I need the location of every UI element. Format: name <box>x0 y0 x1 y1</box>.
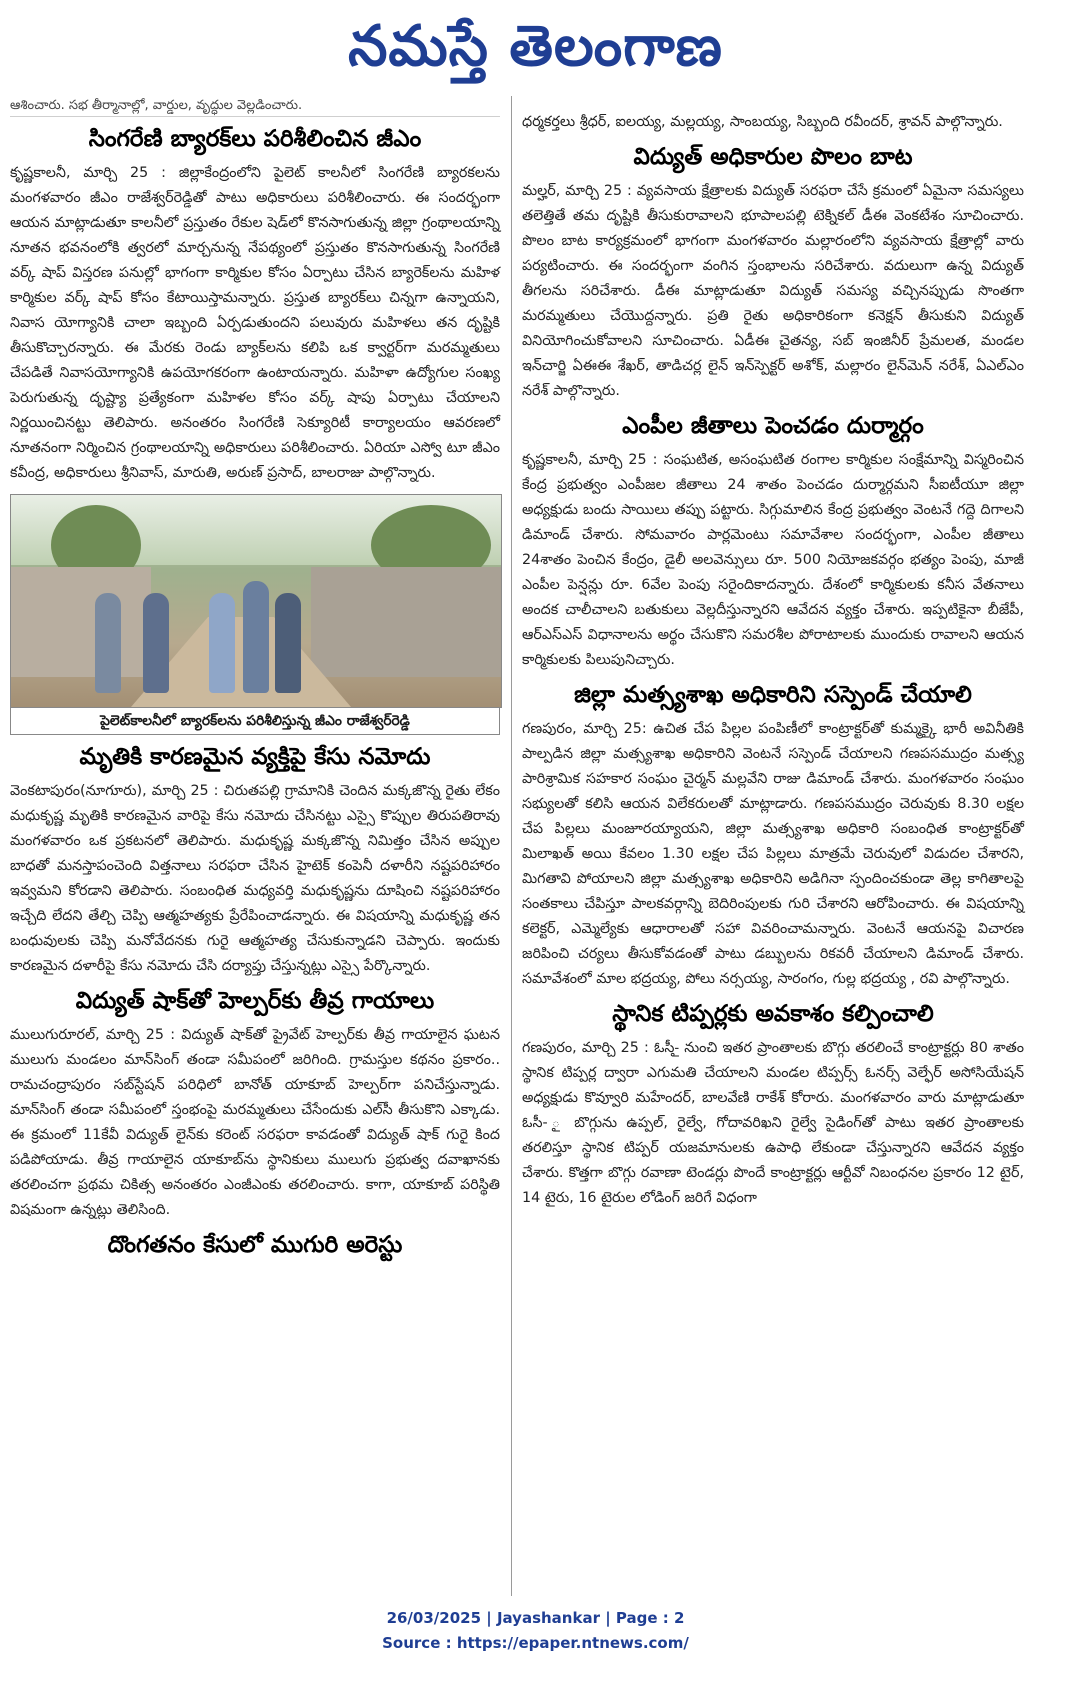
masthead-title: నమస్తే తెలంగాణ <box>348 13 723 79</box>
story-body: గణపురం, మార్చి 25: ఉచిత చేప పిల్లల పంపిణీలో కాంట్రాక్టర్‌తో కుమ్మక్కై భారీ అవినీతికి పాల్పడిన జిల్లా మత్స్యశాఖ అధికారిని వెంటనే సస్పెండ్ చేయాలని గణపసముద్రం మత్స్య పారిశ్రామిక సహకార సంఘం చైర్మన్ మల్లవేని రాజు డిమాండ్ చేశారు. మంగళవారం సంఘం సభ్యులతో కలిసి ఆయన విలేకరులతో మాట్లాడారు. గణపసముద్రం చెరువుకు 8.30 లక్షల చేప పిల్లలు మంజూరయ్యాయని, జిల్లా మత్స్యశాఖ అధికారి సంబంధిత కాంట్రాక్టర్‌తో మిలాఖత్ అయి కేవలం 1.30 లక్షల చేప పిల్లలు మాత్రమే చెరువులో విడుదల చేశారని, మిగతావి పోయాలని జిల్లా మత్స్యశాఖ అధికారిని అడిగినా స్పందించకుండా తెల్ల కాగితాలపై సంతకాలు చేపిస్తూ పాలకవర్గాన్ని బెదిరింపులకు గురి చేశారని ఆరోపించారు. ఈ విషయాన్ని కలెక్టర్, ఎమ్మెల్యేకు ఆధారాలతో సహా వివరించామన్నారు. వెంటనే ఆయనపై విచారణ జరిపించి చర్యలు తీసుకోవడంతో పాటు డబ్బులను రికవరీ చేయాలని డిమాండ్ చేశారు. సమావేశంలో మాల భద్రయ్య, పోలు నర్సయ్య, సారంగం, గుల్ల భద్రయ్య , రవి పాల్గొన్నారు. <box>522 721 1024 988</box>
photo-wall <box>11 567 151 677</box>
photo-caption: పైలెట్‌కాలనీలో బ్యారక్‌లను పరిశీలిస్తున్న జీఎం రాజేశ్వర్‌రెడ్డి <box>10 708 500 735</box>
story-headline: జిల్లా మత్స్యశాఖ అధికారిని సస్పెండ్ చేయాలి <box>574 682 972 709</box>
story-body: గణపురం, మార్చి 25 : ఓసీ-ౖ నుంచి ఇతర ప్రాంతాలకు బొగ్గు తరలించే కాంట్రాక్టర్లు 80 శాతం స్థానిక టిప్పర్ల ద్వారా ఎగుమతి చేయాలని మండల టిప్పర్స్ ఓనర్స్ వెల్ఫేర్ అసోసియేషన్ అధ్యక్షుడు కొవ్వూరి మహేందర్, బాలవేణి రాకేశ్ కోరారు. మంగళవారం వారు మాట్లాడుతూ ఓసీ- ౖ బొగ్గును ఉప్పల్, రైల్వే, గోదావరిఖని రైల్వే సైడింగ్‌తో పాటు ఇతర ప్రాంతాలకు తరలిస్తూ స్థానిక టిప్పర్ యజమానులకు ఉపాధి లేకుండా చేస్తున్నారని ఆవేదన వ్యక్తం చేశారు. కొత్తగా బొగ్గు రవాణా టెండర్లు పొందే కాంట్రాక్టర్లు ఆర్టీవో నిబంధనల ప్రకారం 12 టైర్, 14 టైరు, 16 టైరుల లోడింగ్ జరిగే విధంగా <box>522 1040 1024 1207</box>
story-headline: దొంగతనం కేసులో ముగురి అరెస్టు <box>107 1232 403 1258</box>
story-headline: ఎంపీల జీతాలు పెంచడం దుర్మార్గం <box>622 413 924 440</box>
story-body: వెంకటాపురం(నూగూరు), మార్చి 25 : చిరుతపల్లి గ్రామానికి చెందిన మక్కజొన్న రైతు లేకం మధుకృష్ణ మృతికి కారణమైన వారిపై కేసు నమోదు చేసినట్టు ఎస్సై కొప్పుల తిరుపతిరావు మంగళవారం ఒక ప్రకటనలో తెలిపారు. మధుకృష్ణ మక్కజొన్న నిమిత్తం చేసిన అప్పుల బాధతో మనస్తాపంచెంది విత్తనాలు సరఫరా చేసిన హైటెక్ కంపెనీ దళారీని నష్టపరిహారం ఇవ్వమని కోరడాని తెలిపారు. సంబంధిత మధ్యవర్తి మధుకృష్ణను దూషించి నష్టపరిహారం ఇచ్చేది లేదని తేల్చి చెప్పి ఆత్మహత్యకు ప్రేరేపించాడన్నారు. ఈ విషయాన్ని మధుకృష్ణ తన బంధువులకు చెప్పి మనోవేదనకు గురై ఆత్మహత్య చేసుకున్నాడని చెప్పారు. ఇందుకు కారణమైన దళారీపై కేసు నమోదు చేసి దర్యాప్తు చేస్తున్నట్లు ఎస్సై పేర్కొన్నారు. <box>10 783 500 974</box>
right-column <box>522 96 1024 1596</box>
photo-person <box>209 593 235 693</box>
story-headline: విద్యుత్ షాక్‌తో హెల్పర్‌కు తీవ్ర గాయాలు <box>75 988 435 1014</box>
column-divider <box>511 96 512 1596</box>
story-body: కృష్ణకాలనీ, మార్చి 25 : సంఘటిత, అసంఘటిత రంగాల కార్మికుల సంక్షేమాన్ని విస్మరించిన కేంద్ర ప్రభుత్వం ఎంపీజల జీతాలు 24 శాతం పెంచడం దుర్మార్గమని సీఐటీయూ జిల్లా అధ్యక్షుడు బందు సాయిలు తప్పు పట్టారు. సిగ్గుమాలిన కేంద్ర ప్రభుత్వం వెంటనే గద్దె దిగాలని డిమాండ్ చేశారు. సోమవారం పార్లమెంటు సమావేశాల సందర్భంగా, ఎంపీల జీతాలు 24శాతం పెంచిన కేంద్రం, డైలీ అలవెన్సులు రూ. 500 నియోజకవర్గం భత్యం పెంపు, మాజీ ఎంపీల పెన్షన్లు రూ. 6వేల పెంపు సరైందికాదన్నారు. దేశంలో కార్మికులకు కనీస వేతనాలు అందక చాలీచాలని బతుకులు వెల్లదీస్తున్నారని ఆవేదన వ్యక్తం చేశారు. ఇప్పటికైనా బీజేపీ, ఆర్‌ఎస్‌ఎస్ విధానాలను అర్థం చేసుకొని సమరశీల పోరాటాలకు ముందుకు రావాలని ఆయన కార్మికులకు పిలుపునిచ్చారు. <box>522 452 1024 669</box>
left-column <box>10 96 500 1596</box>
story-body: మల్హర్, మార్చి 25 : వ్యవసాయ క్షేత్రాలకు విద్యుత్ సరఫరా చేసే క్రమంలో ఏమైనా సమస్యలు తలెత్తితే తమ దృష్టికి తీసుకురావాలని భూపాలపల్లి టెక్నికల్ డీఈ వెంకటేశం సూచించారు. పొలం బాట కార్యక్రమంలో భాగంగా మంగళవారం మల్లారంలోని వ్యవసాయ క్షేత్రాల్లో వారు పర్యటించారు. ఈ సందర్భంగా వంగిన స్తంభాలను సరిచేశారు. వదులుగా ఉన్న విద్యుత్ తీగలను సరిచేశారు. డీఈ మాట్లాడుతూ విద్యుత్ సమస్య వచ్చినప్పుడు సొంతగా మరమ్మతులు చేయొద్దన్నారు. ప్రతి రైతు అధికారికంగా కనెక్షన్ తీసుకుని విద్యుత్ వినియోగించుకోవాలని సూచించారు. ఏడీఈ చైతన్య, సబ్ ఇంజినీర్ ప్రేమలత, మండల ఇన్‌చార్జి ఏఈఈ శేఖర్, తాడిచర్ల లైన్ ఇన్‌స్పెక్టర్ అశోక్, మల్లారం లైన్‌మెన్ నరేశ్, ఏఎల్ఎం నరేశ్ పాల్గొన్నారు. <box>522 183 1024 400</box>
cut-line: ధర్మకర్తలు శ్రీధర్, ఐలయ్య, మల్లయ్య, సాంబయ్య, సిబ్బంది రవీందర్, శ్రావన్ పాల్గొన్నారు. <box>522 114 1003 131</box>
news-photo <box>10 494 502 708</box>
story-headline: సింగరేణి బ్యారక్‌లు పరిశీలించిన జీఎం <box>88 126 422 152</box>
photo-person <box>143 593 169 693</box>
source-link[interactable]: Source : https://epaper.ntnews.com/ <box>382 1634 689 1652</box>
story-headline: మృతికి కారణమైన వ్యక్తిపై కేసు నమోదు <box>79 744 431 770</box>
photo-person <box>243 581 269 693</box>
photo-person <box>275 593 301 693</box>
cut-line: ఆశించారు. సభ తీర్మానాల్లో, వార్డుల, వృద్ధుల వెల్లడించారు. <box>10 96 500 117</box>
photo-person <box>95 593 121 693</box>
story-headline: విద్యుత్ అధికారుల పొలం బాట <box>633 144 913 171</box>
story-headline: స్థానిక టిప్పర్లకు అవకాశం కల్పించాలి <box>612 1001 934 1028</box>
photo-wall <box>311 567 501 677</box>
story-body: ములుగురూరల్, మార్చి 25 : విద్యుత్ షాక్‌తో ప్రైవేట్ హెల్పర్‌కు తీవ్ర గాయాలైన ఘటన ములుగు మండలం మాన్‌సింగ్ తండా సమీపంలో జరిగింది. గ్రామస్తుల కథనం ప్రకారం.. రామచంద్రాపురం సబ్‌స్టేషన్ పరిధిలో బానోత్ యాకూబ్ హెల్పర్‌గా పనిచేస్తున్నాడు. మాన్‌సింగ్ తండా సమీపంలో స్తంభంపై మరమ్మతులు చేసేందుకు ఎల్‌సీ తీసుకొని ఎక్కాడు. ఈ క్రమంలో 11కేవీ విద్యుత్ లైన్‌కు కరెంట్ సరఫరా కావడంతో విద్యుత్ షాక్ గురై కింద పడిపోయాడు. తీవ్ర గాయాలైన యాకూబ్‌ను స్థానికులు ములుగు ప్రభుత్వ దవాఖానకు తరలించగా ప్రథమ చికిత్స అనంతరం ఎంజీఎంకు తరలించారు. కాగా, యాకూబ్ పరిస్థితి విషమంగా ఉన్నట్లు తెలిసింది. <box>10 1027 500 1218</box>
edition-info: 26/03/2025 | Jayashankar | Page : 2 <box>386 1609 685 1627</box>
story-body: కృష్ణకాలనీ, మార్చి 25 : జిల్లాకేంద్రంలోని పైలెట్ కాలనీలో సింగరేణి బ్యారకలను మంగళవారం జీఎం రాజేశ్వర్‌రెడ్డితో పాటు అధికారులు పరిశీలించారు. ఈ సందర్భంగా ఆయన మాట్లాడుతూ కాలనీలో ప్రస్తుతం రేకుల షెడ్‌లో కొనసాగుతున్న జిల్లా గ్రంథాలయాన్ని నూతన భవనంలోకి త్వరలో మార్చనున్న నేపథ్యంలో ప్రస్తుతం కొనసాగుతున్న సింగరేణి వర్క్ షాప్ విస్తరణ పనుల్లో భాగంగా కార్మికుల కోసం ఏర్పాటు చేసిన బ్యారెక్‌లను మహిళ కార్మికుల వర్క్ షాప్ కోసం కేటాయిస్తామన్నారు. ప్రస్తుత బ్యారక్‌లు చిన్నగా ఉన్నాయని, నివాస యోగ్యానికి చాలా ఇబ్బంది ఏర్పడుతుందని పలువురు మహిళలు తన దృష్టికి తీసుకొచ్చారన్నారు. ఈ మేరకు రెండు బ్యాక్‌లను కలిపి ఒక క్వార్టర్‌గా మరమ్మతులు చేపడితే నివాసయోగ్యానికి ఉపయోగకరంగా ఉంటాయన్నారు. మహిళా ఉద్యోగుల సంఖ్య పెరుగుతున్న దృష్ట్యా ప్రత్యేకంగా మహిళల కోసం వర్క్ షాపు ఏర్పాటు చేయాలని నిర్ణయించినట్టు తెలిపారు. అనంతరం సింగరేణి సెక్యూరిటీ కార్యాలయం ఆవరణలో నూతనంగా నిర్మించిన గ్రంథాలయాన్ని అధికారులు పరిశీలించారు. ఏరియా ఎస్వో టూ జీఎం కవీంద్ర, అధికారులు శ్రీనివాస్, మారుతి, అరుణ్ ప్రసాద్, బాలరాజు పాల్గొన్నారు. <box>10 165 500 481</box>
